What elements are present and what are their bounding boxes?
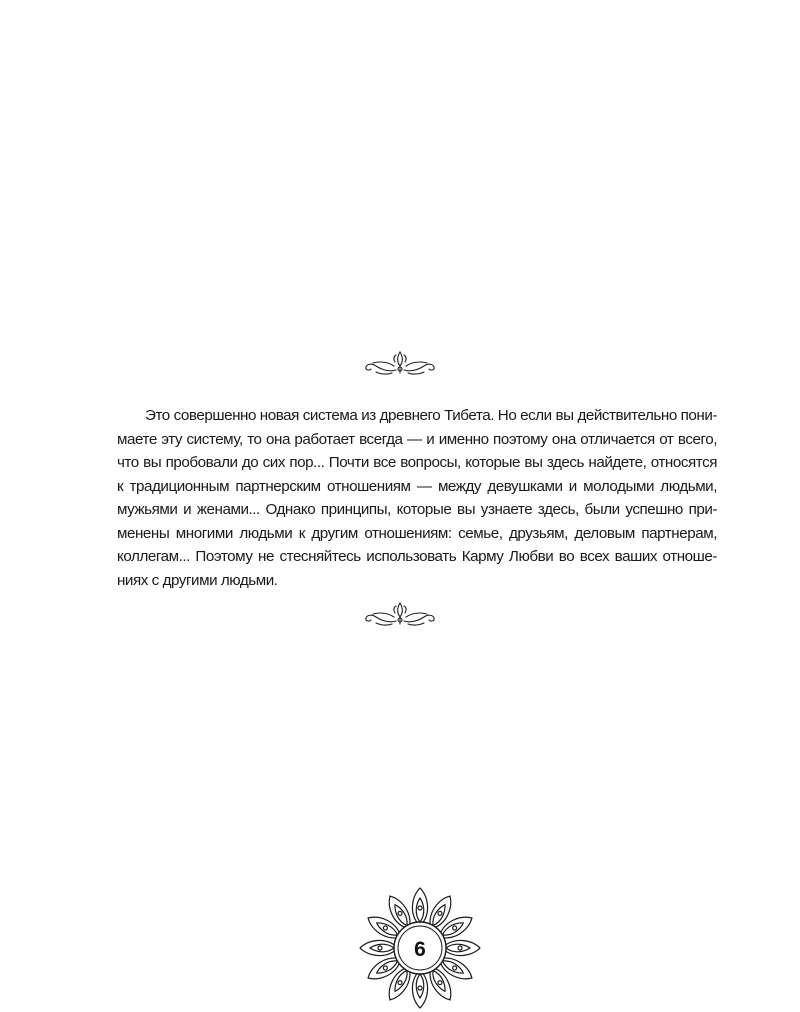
body-paragraph bbox=[117, 404, 717, 592]
paragraph-line: к традиционным партнерским отношениям — между девушками и молодыми людьми, bbox=[117, 477, 717, 495]
paragraph-line: Это совершенно новая система из древнего Тибета. Но если вы действительно пони- bbox=[145, 407, 717, 424]
top-divider bbox=[0, 349, 800, 377]
paragraph-line: менены многими людьми к другим отношениям: семье, друзьям, деловым партнерам, bbox=[117, 524, 717, 542]
paragraph-line: ниях с другими людьми. bbox=[117, 571, 278, 589]
paragraph-line: коллегам... Поэтому не стесняйтесь использовать Карму Любви во всех ваших отноше- bbox=[117, 548, 717, 565]
paragraph-line: что вы пробовали до сих пор... Почти все вопросы, которые вы здесь найдете, относятся bbox=[117, 454, 717, 471]
paragraph-line: маете эту систему, то она работает всегда — и именно поэтому она отличается от всего, bbox=[117, 430, 717, 448]
floral-divider-icon bbox=[360, 600, 440, 628]
floral-divider-icon bbox=[360, 349, 440, 377]
paragraph-line: мужьями и женами... Однако принципы, которые вы узнаете здесь, были успешно при- bbox=[117, 501, 717, 518]
page-number: 6 bbox=[414, 938, 426, 961]
bottom-divider bbox=[0, 600, 800, 628]
